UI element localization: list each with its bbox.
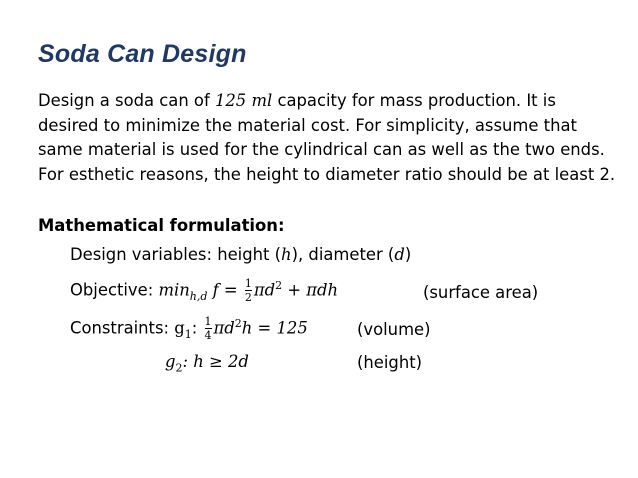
objective-min: min [158,280,190,300]
intro-text-rest: capacity for mass production. It is desired to minimize the material cost. For simplicity, assume that same material is used for the cylindrical can as well as the two ends. For esthetic reasons, the height to diameter ratio should be at least 2. [38,91,616,184]
objective-tail: + πdh [282,280,339,300]
problem-statement [38,89,618,187]
constraint-2-g: g [165,352,176,371]
objective-line [70,278,338,304]
constraint-1-fraction-num: 1 [204,315,212,328]
constraint-1-note: (volume) [357,320,431,339]
constraint-1-tail: h = 125 [241,318,308,338]
constraint-1-square: 2 [234,317,242,331]
constraint-1-fraction [205,316,212,342]
variables-label: Design variables: height ( [70,245,282,264]
constraint-2-expr: : h ≥ 2d [182,352,249,371]
capacity-value: 125 ml [214,91,273,110]
objective-fraction [245,278,252,304]
objective-pi-d: πd [253,280,276,300]
variables-mid: ), diameter ( [291,245,395,264]
constraints-label: Constraints: [70,318,175,338]
constraint-2-line [165,352,249,374]
constraint-1-colon: : [191,318,203,338]
constraint-1-sub: 1 [184,327,192,341]
constraint-1-line [70,316,308,342]
constraint-2-sub: 2 [175,361,183,375]
intro-text-start: Design a soda can of [38,91,215,110]
objective-fraction-num: 1 [244,277,252,290]
variables-end: ) [404,245,412,264]
constraint-1-pi-d: πd [213,318,235,338]
slide-title: Soda Can Design [38,40,247,68]
objective-square: 2 [275,279,283,293]
formulation-heading: Mathematical formulation: [38,216,285,235]
constraint-1-g: g [174,318,185,338]
constraint-1-fraction-den: 4 [204,329,212,342]
variable-h: h [281,245,292,264]
objective-note: (surface area) [423,283,539,302]
constraint-2-note: (height) [357,353,423,372]
variable-d: d [394,245,405,264]
design-variables-line [70,245,411,264]
objective-label: Objective: [70,280,159,300]
objective-f: f = [207,280,243,300]
objective-fraction-den: 2 [244,291,252,304]
objective-min-subscript: h,d [189,289,208,303]
